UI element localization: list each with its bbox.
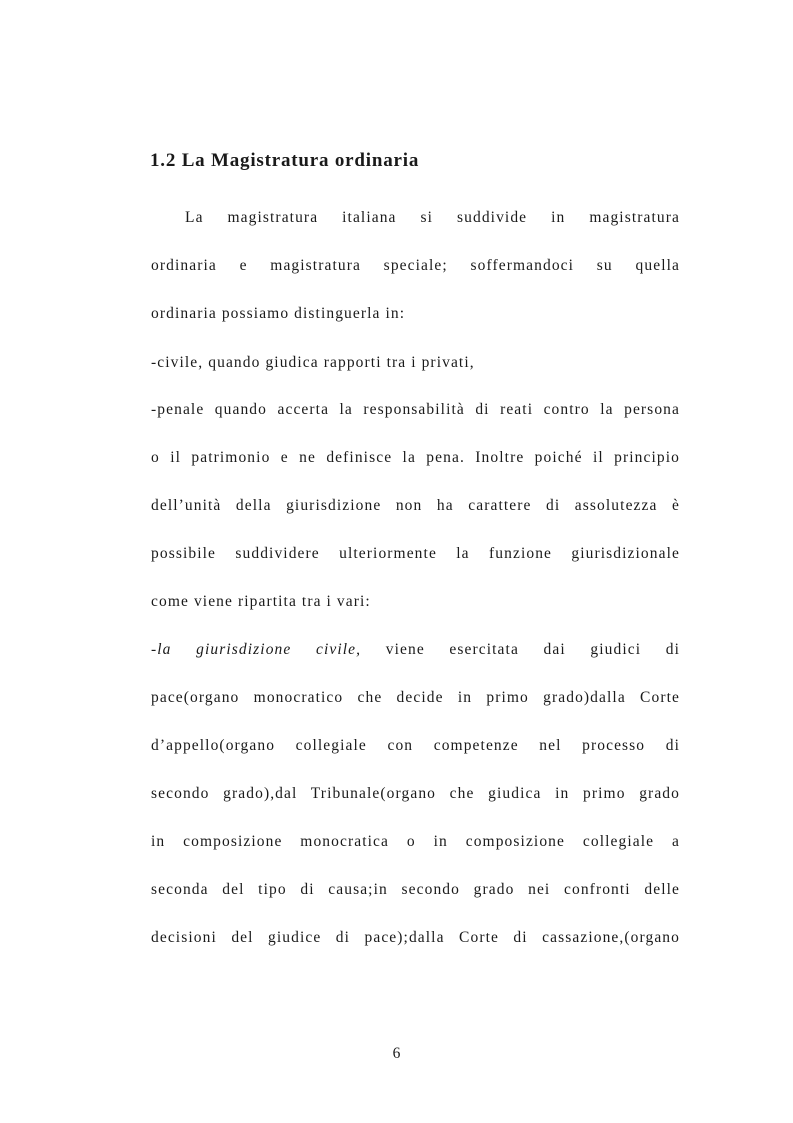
line-continuation: viene esercitata dai giudici di xyxy=(361,641,680,658)
paragraph-line: La magistratura italiana si suddivide in magistratura xyxy=(185,209,680,226)
paragraph-line: o il patrimonio e ne definisce la pena. Inoltre poiché il principio xyxy=(151,449,680,466)
paragraph-line: come viene ripartita tra i vari: xyxy=(151,593,371,610)
page-number: 6 xyxy=(392,1045,401,1062)
paragraph-line: secondo grado),dal Tribunale(organo che giudica in primo grado xyxy=(151,785,680,802)
paragraph-line: d’appello(organo collegiale con competenze nel processo di xyxy=(151,737,680,754)
paragraph-line: possibile suddividere ulteriormente la funzione giurisdizionale xyxy=(151,545,680,562)
paragraph-line: dell’unità della giurisdizione non ha carattere di assolutezza è xyxy=(151,497,680,514)
section-heading: 1.2 La Magistratura ordinaria xyxy=(150,150,420,171)
paragraph-line: seconda del tipo di causa;in secondo grado nei confronti delle xyxy=(151,881,680,898)
italic-term: -la giurisdizione civile, xyxy=(151,641,362,658)
paragraph-line-civil-jurisdiction xyxy=(151,638,680,662)
paragraph-line: in composizione monocratica o in composizione collegiale a xyxy=(151,833,680,850)
paragraph-line: decisioni del giudice di pace);dalla Corte di cassazione,(organo xyxy=(151,929,680,946)
paragraph-line: -civile, quando giudica rapporti tra i privati, xyxy=(151,354,475,371)
paragraph-line: ordinaria possiamo distinguerla in: xyxy=(151,305,406,322)
paragraph-line: ordinaria e magistratura speciale; soffermandoci su quella xyxy=(151,257,680,274)
paragraph-line: pace(organo monocratico che decide in primo grado)dalla Corte xyxy=(151,689,680,706)
paragraph-line: -penale quando accerta la responsabilità di reati contro la persona xyxy=(151,401,680,418)
